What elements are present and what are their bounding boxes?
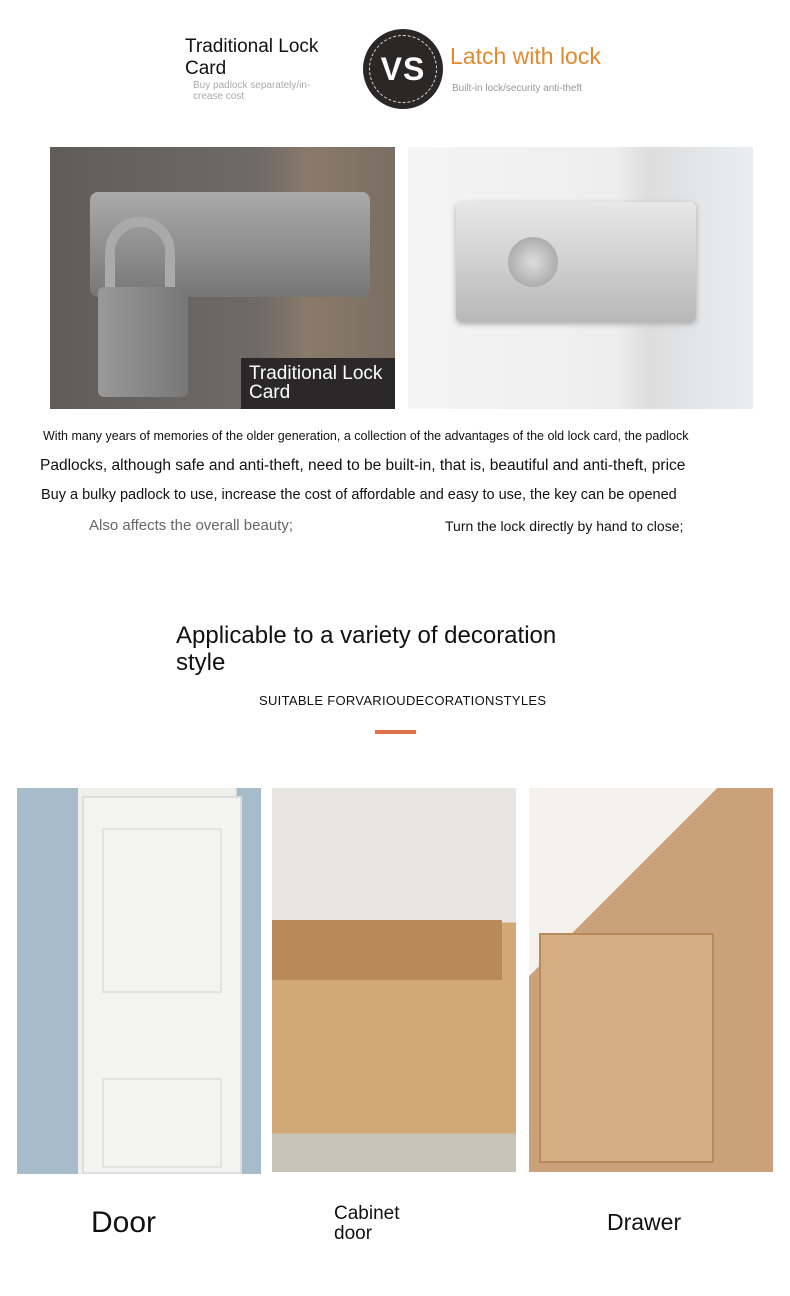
door-image [82, 796, 242, 1174]
traditional-lock-title: Traditional Lock Card [185, 36, 319, 79]
latch-with-lock-photo [408, 147, 753, 409]
vs-label: VS [380, 50, 426, 87]
lock-cylinder-image [508, 237, 558, 287]
description-line-1: With many years of memories of the older generation, a collection of the advantages of the old lock card, the padlock [43, 429, 689, 443]
door-panel [102, 1078, 222, 1168]
door-photo [17, 788, 261, 1174]
photo-label: Traditional Lock Card [241, 358, 395, 409]
latch-title: Latch with lock [450, 43, 601, 69]
traditional-lock-photo [50, 147, 395, 409]
applications-title: Applicable to a variety of decoration style [176, 622, 557, 676]
caption-door: Door [91, 1206, 157, 1239]
door-panel [102, 828, 222, 993]
vs-badge [363, 29, 443, 109]
description-line-4-left: Also affects the overall beauty; [89, 517, 294, 534]
latch-image [456, 202, 696, 322]
description-line-4-right: Turn the lock directly by hand to close; [445, 518, 684, 534]
caption-cabinet-door: Cabinet door [334, 1203, 400, 1244]
traditional-lock-subtitle: Buy padlock separately/in-crease cost [193, 80, 311, 102]
cabinet-photo [272, 788, 516, 1172]
description-line-2: Padlocks, although safe and anti-theft, need to be built-in, that is, beautiful and anti-theft, price [40, 457, 686, 474]
caption-drawer: Drawer [607, 1209, 682, 1235]
drawer-photo [529, 788, 773, 1172]
latch-subtitle: Built-in lock/security anti-theft [452, 83, 583, 94]
drawer-image [539, 933, 714, 1163]
applications-subtitle: SUITABLE FORVARIOUDECORATIONSTYLES [259, 693, 547, 708]
padlock-image [98, 287, 188, 397]
description-line-3: Buy a bulky padlock to use, increase the cost of affordable and easy to use, the key can be opened [41, 487, 677, 503]
divider [375, 730, 416, 734]
cabinet-shelf-image [272, 920, 502, 980]
